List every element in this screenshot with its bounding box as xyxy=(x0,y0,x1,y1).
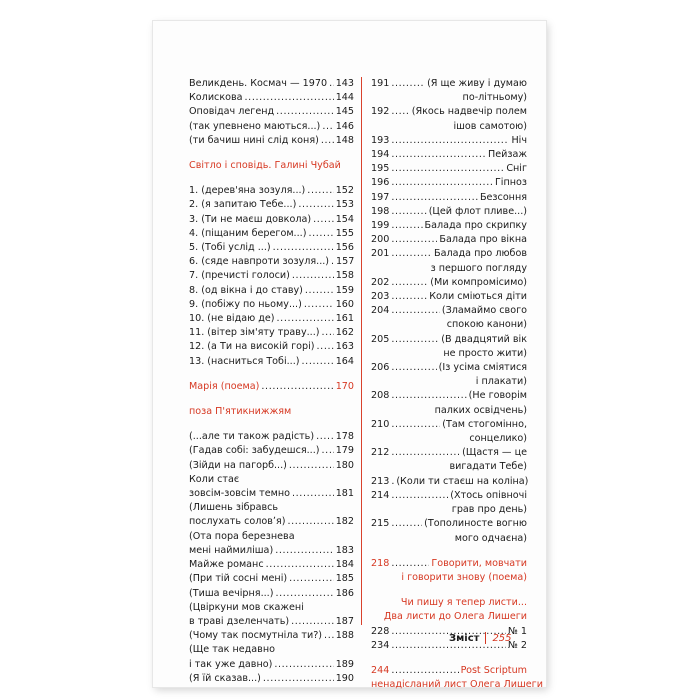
toc-entry-title: 13. (насниться Тобі...) xyxy=(189,355,300,367)
toc-entry-continuation: Чи пишу я тепер листи... xyxy=(400,597,527,609)
toc-entry-continuation: не просто жити) xyxy=(443,347,527,359)
toc-entry xyxy=(371,475,527,489)
toc-entry xyxy=(189,430,354,444)
leader-dots xyxy=(298,198,333,212)
spacer xyxy=(371,546,527,557)
toc-entry-continuation: палких освідчень) xyxy=(434,404,527,416)
toc-entry xyxy=(189,91,354,105)
toc-entry-title: (Тополиносте вогню xyxy=(424,518,527,530)
toc-page-number: 186 xyxy=(335,587,354,599)
toc-page-number: 213 xyxy=(371,475,390,487)
toc-entry-continuation: сонцелико) xyxy=(469,433,527,445)
toc-entry xyxy=(189,444,354,458)
leader-dots xyxy=(275,544,334,558)
leader-dots xyxy=(289,572,334,586)
toc-page-number: 215 xyxy=(371,518,390,530)
leader-dots xyxy=(322,120,333,134)
leader-dots xyxy=(263,672,334,686)
toc-page-number: 155 xyxy=(335,227,354,239)
toc-left-column xyxy=(189,77,354,686)
toc-page-number: 185 xyxy=(335,573,354,585)
toc-entry xyxy=(189,312,354,326)
leader-dots xyxy=(391,191,478,205)
leader-dots xyxy=(391,418,440,432)
toc-entry-title: 12. (а Ти на високій горі) xyxy=(189,341,315,353)
leader-dots xyxy=(391,361,436,375)
toc-entry-title: мені наймиліша) xyxy=(189,544,274,556)
toc-entry-title: Марія (поема) xyxy=(189,380,260,392)
spacer xyxy=(189,173,354,184)
toc-entry xyxy=(189,340,354,354)
leader-dots xyxy=(391,276,428,290)
spacer xyxy=(189,369,354,380)
toc-entry xyxy=(371,290,527,304)
leader-dots xyxy=(321,134,334,148)
toc-page-number: 143 xyxy=(335,78,354,89)
toc-page-number: 234 xyxy=(371,639,390,651)
toc-entry-title: Балада про любов xyxy=(434,248,527,260)
toc-entry-title: Майже романс xyxy=(189,559,264,571)
toc-entry xyxy=(189,184,354,198)
toc-entry xyxy=(189,658,354,672)
toc-page-number: 187 xyxy=(335,615,354,627)
toc-page-number: 162 xyxy=(335,327,354,339)
toc-page-number: 164 xyxy=(335,355,354,367)
toc-entry xyxy=(371,664,527,678)
toc-page-number: 157 xyxy=(336,256,355,268)
toc-entry xyxy=(371,176,527,190)
toc-page-number: 205 xyxy=(371,333,390,345)
toc-entry xyxy=(189,198,354,212)
toc-page-number: 158 xyxy=(335,270,354,282)
toc-entry-continuation: спокою канони) xyxy=(446,319,527,331)
toc-page-number: 183 xyxy=(335,544,354,556)
toc-entry xyxy=(371,105,527,119)
toc-entry-title-line: Коли стає xyxy=(189,473,240,485)
toc-page-number: 204 xyxy=(371,305,390,317)
leader-dots xyxy=(391,162,504,176)
toc-entry xyxy=(189,120,354,134)
toc-page-number: 156 xyxy=(335,242,354,254)
leader-dots xyxy=(307,184,333,198)
page-number: 255 xyxy=(492,633,512,644)
toc-entry-title: (Хтось опівночі xyxy=(450,489,527,501)
toc-page-number: 145 xyxy=(335,106,354,118)
toc-page-number: 194 xyxy=(371,149,390,161)
toc-entry-title: 9. (побіжу по ньому...) xyxy=(189,298,302,310)
toc-entry-title: 8. (од вікна і до ставу) xyxy=(189,284,303,296)
toc-entry-continuation: ішов самотою) xyxy=(453,120,527,132)
toc-entry-title: (Із усіма сміятися xyxy=(438,362,527,374)
toc-page-number: 197 xyxy=(371,191,390,203)
leader-dots xyxy=(391,148,486,162)
toc-entry-title: в траві дзеленчать) xyxy=(189,615,290,627)
toc-entry-title: Безсоння xyxy=(479,191,527,203)
toc-entry-title: Колискова xyxy=(189,92,243,104)
toc-entry xyxy=(371,205,527,219)
toc-entry xyxy=(189,515,354,529)
toc-page-number: 199 xyxy=(371,220,390,232)
toc-entry xyxy=(189,269,354,283)
toc-entry-continuation: по-літньому) xyxy=(462,92,527,104)
toc-entry xyxy=(371,361,527,375)
toc-entry xyxy=(371,557,527,571)
toc-entry-title: (Я їй сказав...) xyxy=(189,672,261,684)
toc-entry-continuation: грав про день) xyxy=(451,504,527,516)
toc-page-number: 178 xyxy=(335,431,354,443)
leader-dots xyxy=(322,326,334,340)
toc-page-number: 160 xyxy=(335,298,354,310)
toc-page-number: 244 xyxy=(371,664,390,676)
toc-entry-title: 10. (не відаю де) xyxy=(189,313,275,325)
toc-entry xyxy=(371,77,527,91)
spacer xyxy=(189,419,354,430)
toc-page-number: 214 xyxy=(371,489,390,501)
toc-entry-continuation: з першого погляду xyxy=(430,262,527,274)
toc-page-number: 228 xyxy=(371,625,390,637)
toc-entry-title: (так упевнено маються...) xyxy=(189,120,321,132)
leader-dots xyxy=(391,517,422,531)
toc-entry-title: (Зламаймо свого xyxy=(441,305,527,317)
toc-entry-title: (Не говорім xyxy=(468,390,527,402)
toc-page-number: 182 xyxy=(335,516,354,528)
toc-entry-title: Post Scriptum xyxy=(460,664,527,676)
toc-page-number: 144 xyxy=(335,92,354,104)
leader-dots xyxy=(276,105,334,119)
leader-dots xyxy=(391,134,509,148)
toc-entry-title: Оповідач легенд xyxy=(189,106,275,118)
toc-entry-title: (Щастя — це xyxy=(462,447,527,459)
toc-entry-title: (Я ще живу і думаю xyxy=(427,78,527,89)
toc-page-number: 179 xyxy=(335,445,354,457)
toc-entry xyxy=(371,418,527,432)
toc-entry xyxy=(189,77,354,91)
toc-entry xyxy=(189,255,354,269)
leader-dots xyxy=(391,77,425,91)
toc-entry-title: 11. (вітер зім'яту траву...) xyxy=(189,327,320,339)
leader-dots xyxy=(391,557,429,571)
leader-dots xyxy=(391,475,394,489)
leader-dots xyxy=(391,304,440,318)
toc-page-number: 208 xyxy=(371,390,390,402)
toc-page-number: 200 xyxy=(371,234,390,246)
toc-entry-title: Пейзаж xyxy=(488,149,527,161)
toc-page-number: 195 xyxy=(371,163,390,175)
toc-entry xyxy=(189,459,354,473)
toc-entry xyxy=(371,219,527,233)
toc-page-number: 191 xyxy=(371,78,390,89)
leader-dots xyxy=(391,489,448,503)
toc-entry-title: (Коли ти стаєш на коліна) xyxy=(396,475,529,487)
toc-page-number: 161 xyxy=(335,313,354,325)
leader-dots xyxy=(391,333,439,347)
leader-dots xyxy=(261,380,333,394)
toc-entry xyxy=(189,227,354,241)
leader-dots xyxy=(277,312,334,326)
toc-page-number: 203 xyxy=(371,291,390,303)
toc-entry-title: 7. (пречисті голоси) xyxy=(189,270,290,282)
spacer xyxy=(371,653,527,664)
leader-dots xyxy=(322,444,334,458)
toc-entry xyxy=(189,672,354,686)
leader-dots xyxy=(317,340,334,354)
page-footer xyxy=(449,632,512,644)
leader-dots xyxy=(324,629,334,643)
toc-entry xyxy=(189,544,354,558)
toc-entry xyxy=(371,333,527,347)
leader-dots xyxy=(391,446,460,460)
toc-entry xyxy=(371,162,527,176)
leader-dots xyxy=(305,284,334,298)
section-heading: поза П'ятикнижжям xyxy=(189,406,292,418)
leader-dots xyxy=(302,355,334,369)
leader-dots xyxy=(391,290,427,304)
leader-dots xyxy=(391,105,409,119)
toc-entry-title: (Якось надвечір полем xyxy=(411,106,527,118)
toc-entry-title: (...але ти також радість) xyxy=(189,431,315,443)
toc-entry xyxy=(371,304,527,318)
toc-entry-title: 3. (Ти не маєш довкола) xyxy=(189,213,312,225)
toc-entry-title: 2. (я запитаю Тебе...) xyxy=(189,199,297,211)
leader-dots xyxy=(289,459,334,473)
toc-entry-title: № 2 xyxy=(507,639,527,651)
toc-entry-title: (Гадав собі: забудешся...) xyxy=(189,445,320,457)
leader-dots xyxy=(308,227,333,241)
toc-entry-title: (ти бачиш нині слід коня) xyxy=(189,134,319,146)
toc-entry-title: (При тій сосні мені) xyxy=(189,573,288,585)
leader-dots xyxy=(316,430,334,444)
toc-entry xyxy=(189,105,354,119)
leader-dots xyxy=(292,269,334,283)
toc-page-number: 201 xyxy=(371,248,390,260)
toc-page-number: 192 xyxy=(371,106,390,118)
toc-entry xyxy=(189,487,354,501)
toc-entry-title: Говорити, мовчати xyxy=(431,557,527,569)
toc-entry-title: і так уже давно) xyxy=(189,658,273,670)
toc-entry-title: 5. (Тобі услід ...) xyxy=(189,242,271,254)
toc-entry-title-line: (Ще так недавно xyxy=(189,644,275,656)
toc-entry-continuation: вигадати Тебе) xyxy=(449,461,527,473)
footer-label: Зміст xyxy=(449,633,480,644)
toc-page-number: 180 xyxy=(335,459,354,471)
toc-entry-continuation: Два листи до Олега Лишеги xyxy=(383,611,527,623)
toc-entry xyxy=(371,134,527,148)
leader-dots xyxy=(245,91,334,105)
spacer xyxy=(371,585,527,596)
toc-entry-title: (Ми компромісимо) xyxy=(430,276,527,288)
toc-entry-title: № 1 xyxy=(507,625,527,637)
toc-entry-title: Коли сміються діти xyxy=(429,291,527,303)
toc-page-number: 188 xyxy=(335,630,354,642)
book-page xyxy=(153,21,546,691)
toc-entry-title: Великдень. Космач — 1970 xyxy=(189,78,328,89)
toc-page-number: 206 xyxy=(371,362,390,374)
toc-entry-title: (В двадцятий вік xyxy=(441,333,527,345)
toc-page-number: 146 xyxy=(335,120,354,132)
toc-page-number: 181 xyxy=(335,488,354,500)
toc-entry xyxy=(371,446,527,460)
toc-page-number: 218 xyxy=(371,557,390,569)
toc-entry xyxy=(189,326,354,340)
toc-entry xyxy=(371,233,527,247)
toc-entry xyxy=(189,629,354,643)
toc-entry-continuation: і плакати) xyxy=(475,376,527,388)
toc-entry xyxy=(189,587,354,601)
leader-dots xyxy=(275,587,333,601)
toc-entry-title: 6. (сяде навпроти зозуля...) xyxy=(189,256,330,268)
toc-page-number: 210 xyxy=(371,418,390,430)
toc-entry xyxy=(189,134,354,148)
toc-entry xyxy=(189,241,354,255)
toc-entry-continuation: мого одчаєна) xyxy=(454,532,527,544)
toc-page-number: 153 xyxy=(335,199,354,211)
toc-page-number: 198 xyxy=(371,205,390,217)
toc-entry xyxy=(189,284,354,298)
toc-entry-title: (Чому так посмутніла ти?) xyxy=(189,630,323,642)
toc-page-number: 184 xyxy=(335,559,354,571)
toc-entry-title: Ніч xyxy=(511,134,527,146)
leader-dots xyxy=(391,247,432,261)
toc-page-number: 202 xyxy=(371,276,390,288)
toc-entry-title-line: (Лишень зібравсь xyxy=(189,502,279,514)
toc-page-number: 196 xyxy=(371,177,390,189)
toc-entry-title: Балада про скрипку xyxy=(424,220,527,232)
toc-entry xyxy=(371,148,527,162)
toc-entry-title: (Зійди на пагорб...) xyxy=(189,459,287,471)
toc-entry-title: послухать соловʼя) xyxy=(189,516,286,528)
leader-dots xyxy=(391,664,458,678)
toc-entry-title: 1. (дерев'яна зозуля...) xyxy=(189,185,306,197)
toc-entry-title: (Цей флот пливе...) xyxy=(428,205,527,217)
toc-page-number: 148 xyxy=(335,134,354,146)
leader-dots xyxy=(329,77,334,91)
toc-entry-title: 4. (піщаним берегом...) xyxy=(189,227,307,239)
toc-page-number: 152 xyxy=(335,185,354,197)
toc-entry-title-line: (Цвіркуни мов скажені xyxy=(189,601,304,613)
leader-dots xyxy=(287,515,333,529)
toc-entry xyxy=(371,276,527,290)
leader-dots xyxy=(304,298,334,312)
footer-separator xyxy=(485,632,486,644)
toc-entry-title-line: (Ота пора березнева xyxy=(189,530,295,542)
toc-page-number: 193 xyxy=(371,134,390,146)
toc-page-number: 170 xyxy=(335,380,354,392)
spacer xyxy=(189,148,354,159)
column-divider xyxy=(361,77,362,625)
leader-dots xyxy=(391,233,437,247)
leader-dots xyxy=(292,487,334,501)
toc-entry xyxy=(371,191,527,205)
toc-entry-continuation: ненадісланий лист Олега Лишеги xyxy=(371,679,543,691)
toc-right-column xyxy=(371,77,543,692)
toc-page-number: 154 xyxy=(335,213,354,225)
toc-page-number: 159 xyxy=(335,284,354,296)
toc-entry xyxy=(189,298,354,312)
leader-dots xyxy=(391,205,426,219)
toc-entry-title: зовсім-зовсім темно xyxy=(189,488,290,500)
leader-dots xyxy=(266,558,334,572)
toc-page-number: 189 xyxy=(335,658,354,670)
toc-page-number: 212 xyxy=(371,447,390,459)
toc-entry xyxy=(189,380,354,394)
toc-entry xyxy=(371,389,527,403)
toc-entry xyxy=(189,213,354,227)
toc-page-number: 163 xyxy=(335,341,354,353)
toc-entry xyxy=(371,489,527,503)
leader-dots xyxy=(391,389,466,403)
toc-entry-title: (Там стогомінно, xyxy=(442,418,527,430)
toc-entry xyxy=(189,572,354,586)
section-heading: Світло і сповідь. Галині Чубай xyxy=(189,160,341,172)
toc-entry xyxy=(371,517,527,531)
leader-dots xyxy=(391,176,493,190)
toc-entry-continuation: і говорити знову (поема) xyxy=(401,571,527,583)
toc-entry xyxy=(371,247,527,261)
toc-entry-title: Гіпноз xyxy=(494,177,527,189)
toc-page-number: 190 xyxy=(335,672,354,684)
leader-dots xyxy=(331,255,334,269)
toc-entry xyxy=(189,615,354,629)
toc-entry xyxy=(189,355,354,369)
toc-entry-title: Балада про вікна xyxy=(439,234,527,246)
toc-entry xyxy=(189,558,354,572)
leader-dots xyxy=(291,615,334,629)
toc-entry-title: Сніг xyxy=(506,163,527,175)
leader-dots xyxy=(274,658,333,672)
spacer xyxy=(189,394,354,405)
leader-dots xyxy=(391,219,422,233)
leader-dots xyxy=(313,213,334,227)
leader-dots xyxy=(273,241,334,255)
toc-entry-title: (Тиша вечірня...) xyxy=(189,587,274,599)
